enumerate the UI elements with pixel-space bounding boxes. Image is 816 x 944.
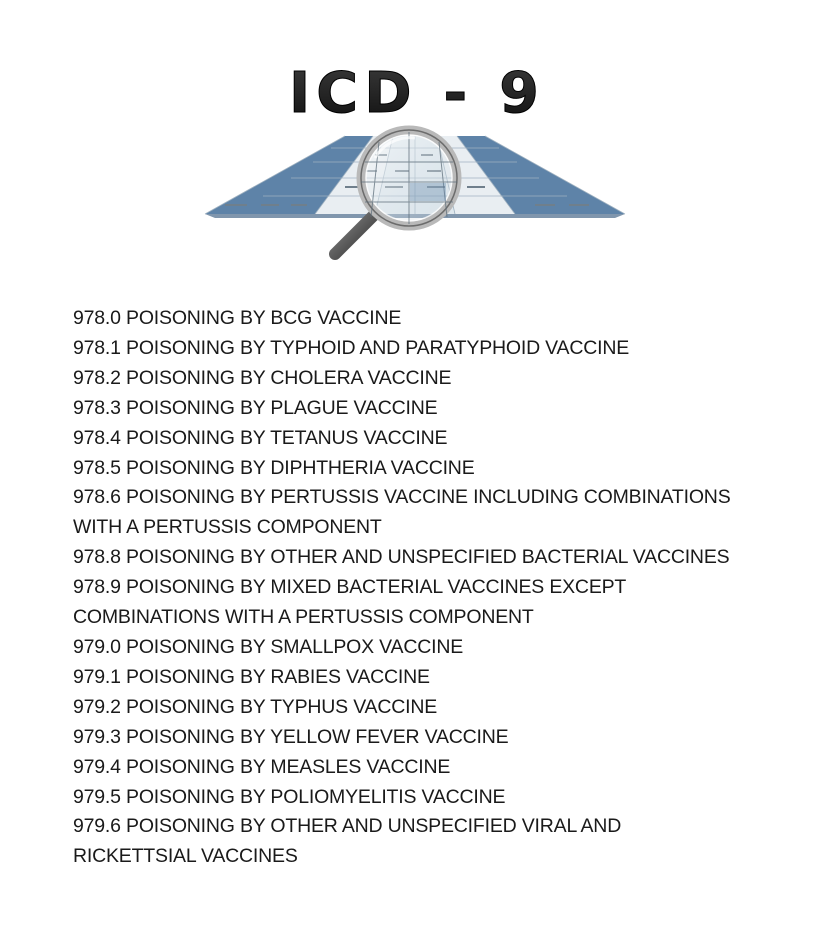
icd9-code-entry: 978.1 POISONING BY TYPHOID AND PARATYPHOID VACCINE [73,336,630,359]
icd9-logo-graphic [195,62,635,272]
icd9-code-entry: 979.6 POISONING BY OTHER AND UNSPECIFIED VIRAL AND RICKETTSIAL VACCINES [73,815,622,868]
icd9-code-entry: 978.0 POISONING BY BCG VACCINE [73,307,402,329]
logo-title: ICD - 9 [289,62,545,126]
icd9-code-entry: 978.2 POISONING BY CHOLERA VACCINE [73,366,452,389]
icd9-code-entry: 979.2 POISONING BY TYPHUS VACCINE [73,695,438,718]
icd9-code-entry: 978.4 POISONING BY TETANUS VACCINE [73,426,448,449]
icd9-code-entry: 979.4 POISONING BY MEASLES VACCINE [73,755,451,778]
icd9-code-entry: 979.0 POISONING BY SMALLPOX VACCINE [73,635,464,658]
icd9-code-entry: 979.3 POISONING BY YELLOW FEVER VACCINE [73,725,509,748]
icd9-code-entry: 978.8 POISONING BY OTHER AND UNSPECIFIED BACTERIAL VACCINES [73,546,730,569]
icd9-code-entry: 979.5 POISONING BY POLIOMYELITIS VACCINE [73,785,506,808]
icd9-code-entry: 978.6 POISONING BY PERTUSSIS VACCINE INCLUDING COMBINATIONS WITH A PERTUSSIS COMPONENT [73,486,731,539]
icd9-code-list [73,304,733,872]
icd9-code-entry: 978.9 POISONING BY MIXED BACTERIAL VACCINES EXCEPT COMBINATIONS WITH A PERTUSSIS COMPONENT [73,576,626,629]
icd9-code-entry: 978.3 POISONING BY PLAGUE VACCINE [73,396,438,419]
icd9-logo [195,62,635,272]
icd9-code-entry: 978.5 POISONING BY DIPHTHERIA VACCINE [73,456,475,479]
icd9-code-entry: 979.1 POISONING BY RABIES VACCINE [73,665,430,688]
